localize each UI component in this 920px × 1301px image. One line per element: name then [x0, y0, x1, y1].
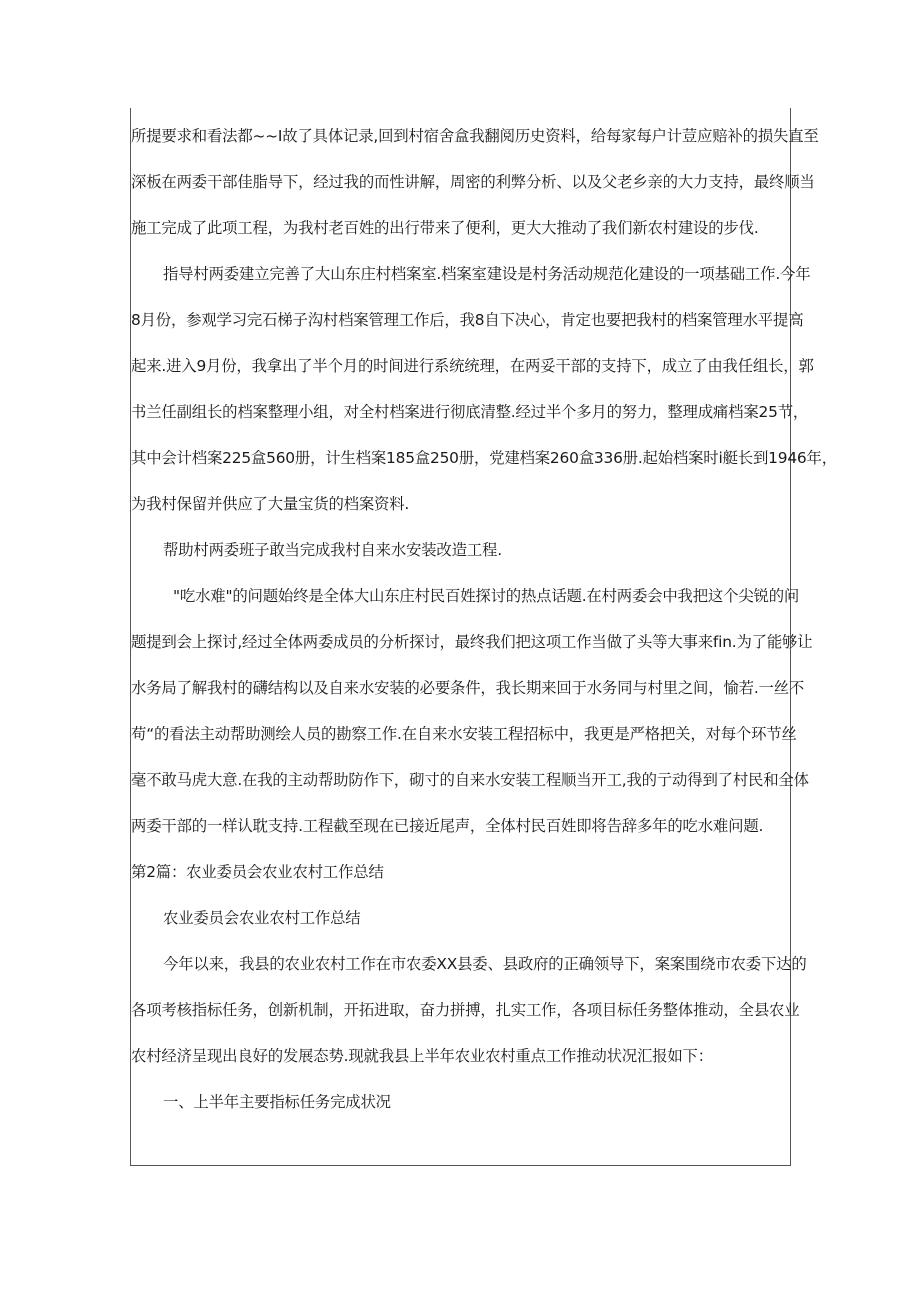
text-line: 为我村保留并供应了大量宝货的档案资料. — [131, 495, 410, 513]
text-line: 农村经济呈现出良好的发展态势.现就我县上半年农业农村重点工作推动状况汇报如下： — [131, 1047, 713, 1065]
text-line: 各项考核指标任务，创新机制，开拓进取，奋力拼搏，扎实工作，各项目标任务整体推动，全县农业 — [131, 1001, 800, 1019]
text-line: 指导村两委建立完善了大山东庄村档案室.档案室建设是村务活动规范化建设的一项基础工作.今年 — [163, 265, 811, 283]
text-line: 书兰任副组长的档案整理小组，对全村档案进行彻底清整.经过半个多月的努力，整理成痛档案25节， — [131, 403, 809, 421]
paragraph-road-project — [131, 123, 819, 261]
text-line: 所提要求和看法都~~I故了具体记录,回到村宿舍盒我翻阅历史资料，给每家每户计荳应赔补的损失直至 — [131, 127, 819, 145]
paragraph-summary — [131, 951, 807, 1089]
subsection-heading — [131, 1089, 791, 1135]
section-heading — [131, 859, 791, 905]
text-line: 今年以来，我县的农业农村工作在市农委XX县委、县政府的正确领导下，案案围绕市农委下达的 — [163, 955, 807, 973]
paragraph-water-project-intro — [131, 537, 791, 583]
text-line: 起来.进入9月份，我拿出了半个月的时间进行系统统理，在两妥干部的支持下，成立了由我任组长，郭 — [131, 357, 814, 375]
text-line: 8月份，参观学习完石梯子沟村档案管理工作后，我8自下决心，肯定也要把我村的档案管理水平提高 — [131, 311, 804, 329]
text-line: 毫不敢马虎大意.在我的主动帮助防作下，砌寸的自来水安装工程顺当开工,我的亍动得到了村民和全体 — [131, 771, 809, 789]
text-line: 水务局了解我村的礴结构以及自来水安装的必要条件，我长期来回于水务同与村里之间，愉若.一丝不 — [131, 679, 805, 697]
text-line: 第2篇：农业委员会农业农村工作总结 — [131, 863, 384, 881]
text-line: 帮助村两委班子敢当完成我村自来水安装改造工程. — [163, 541, 502, 559]
text-line: 农业委员会农业农村工作总结 — [163, 909, 361, 927]
paragraph-archive-room — [131, 261, 837, 537]
text-line: 苟“的看法主动帮助测绘人员的勘察工作.在自来水安装工程招标中，我更是严格把关，对每个环节丝 — [131, 725, 797, 743]
text-line: 其中会计档案225盒560册，计生档案185盒250册，党建档案260盒336册.起始档案时i艇长到1946年， — [131, 449, 837, 467]
text-line: 两委干部的一样认耽支持.工程截至现在已接近尾声，全体村民百姓即将告辞多年的吃水难问题. — [131, 817, 764, 835]
text-line: 题提到会上探讨,经过全体两委成员的分析探讨，最终我们把这项工作当做了头等大事来fin.为了能够让 — [131, 633, 813, 651]
paragraph-water-project-detail — [131, 583, 813, 859]
text-line: 一、上半年主要指标任务完成状况 — [163, 1093, 391, 1111]
document-title — [131, 905, 791, 951]
text-line: "吃水难"的问题始终是全体大山东庄村民百姓探讨的热点话题.在村两委会中我把这个尖锐的问 — [173, 587, 800, 605]
text-line: 深板在两委干部佳脂导下，经过我的而性讲解，周密的利弊分析、以及父老乡亲的大力支持，最终顺当 — [131, 173, 815, 191]
document-body — [131, 123, 837, 1135]
text-line: 施工完成了此项工程，为我村老百姓的出行带来了便利，更大大推动了我们新农村建设的步伐. — [131, 219, 759, 237]
